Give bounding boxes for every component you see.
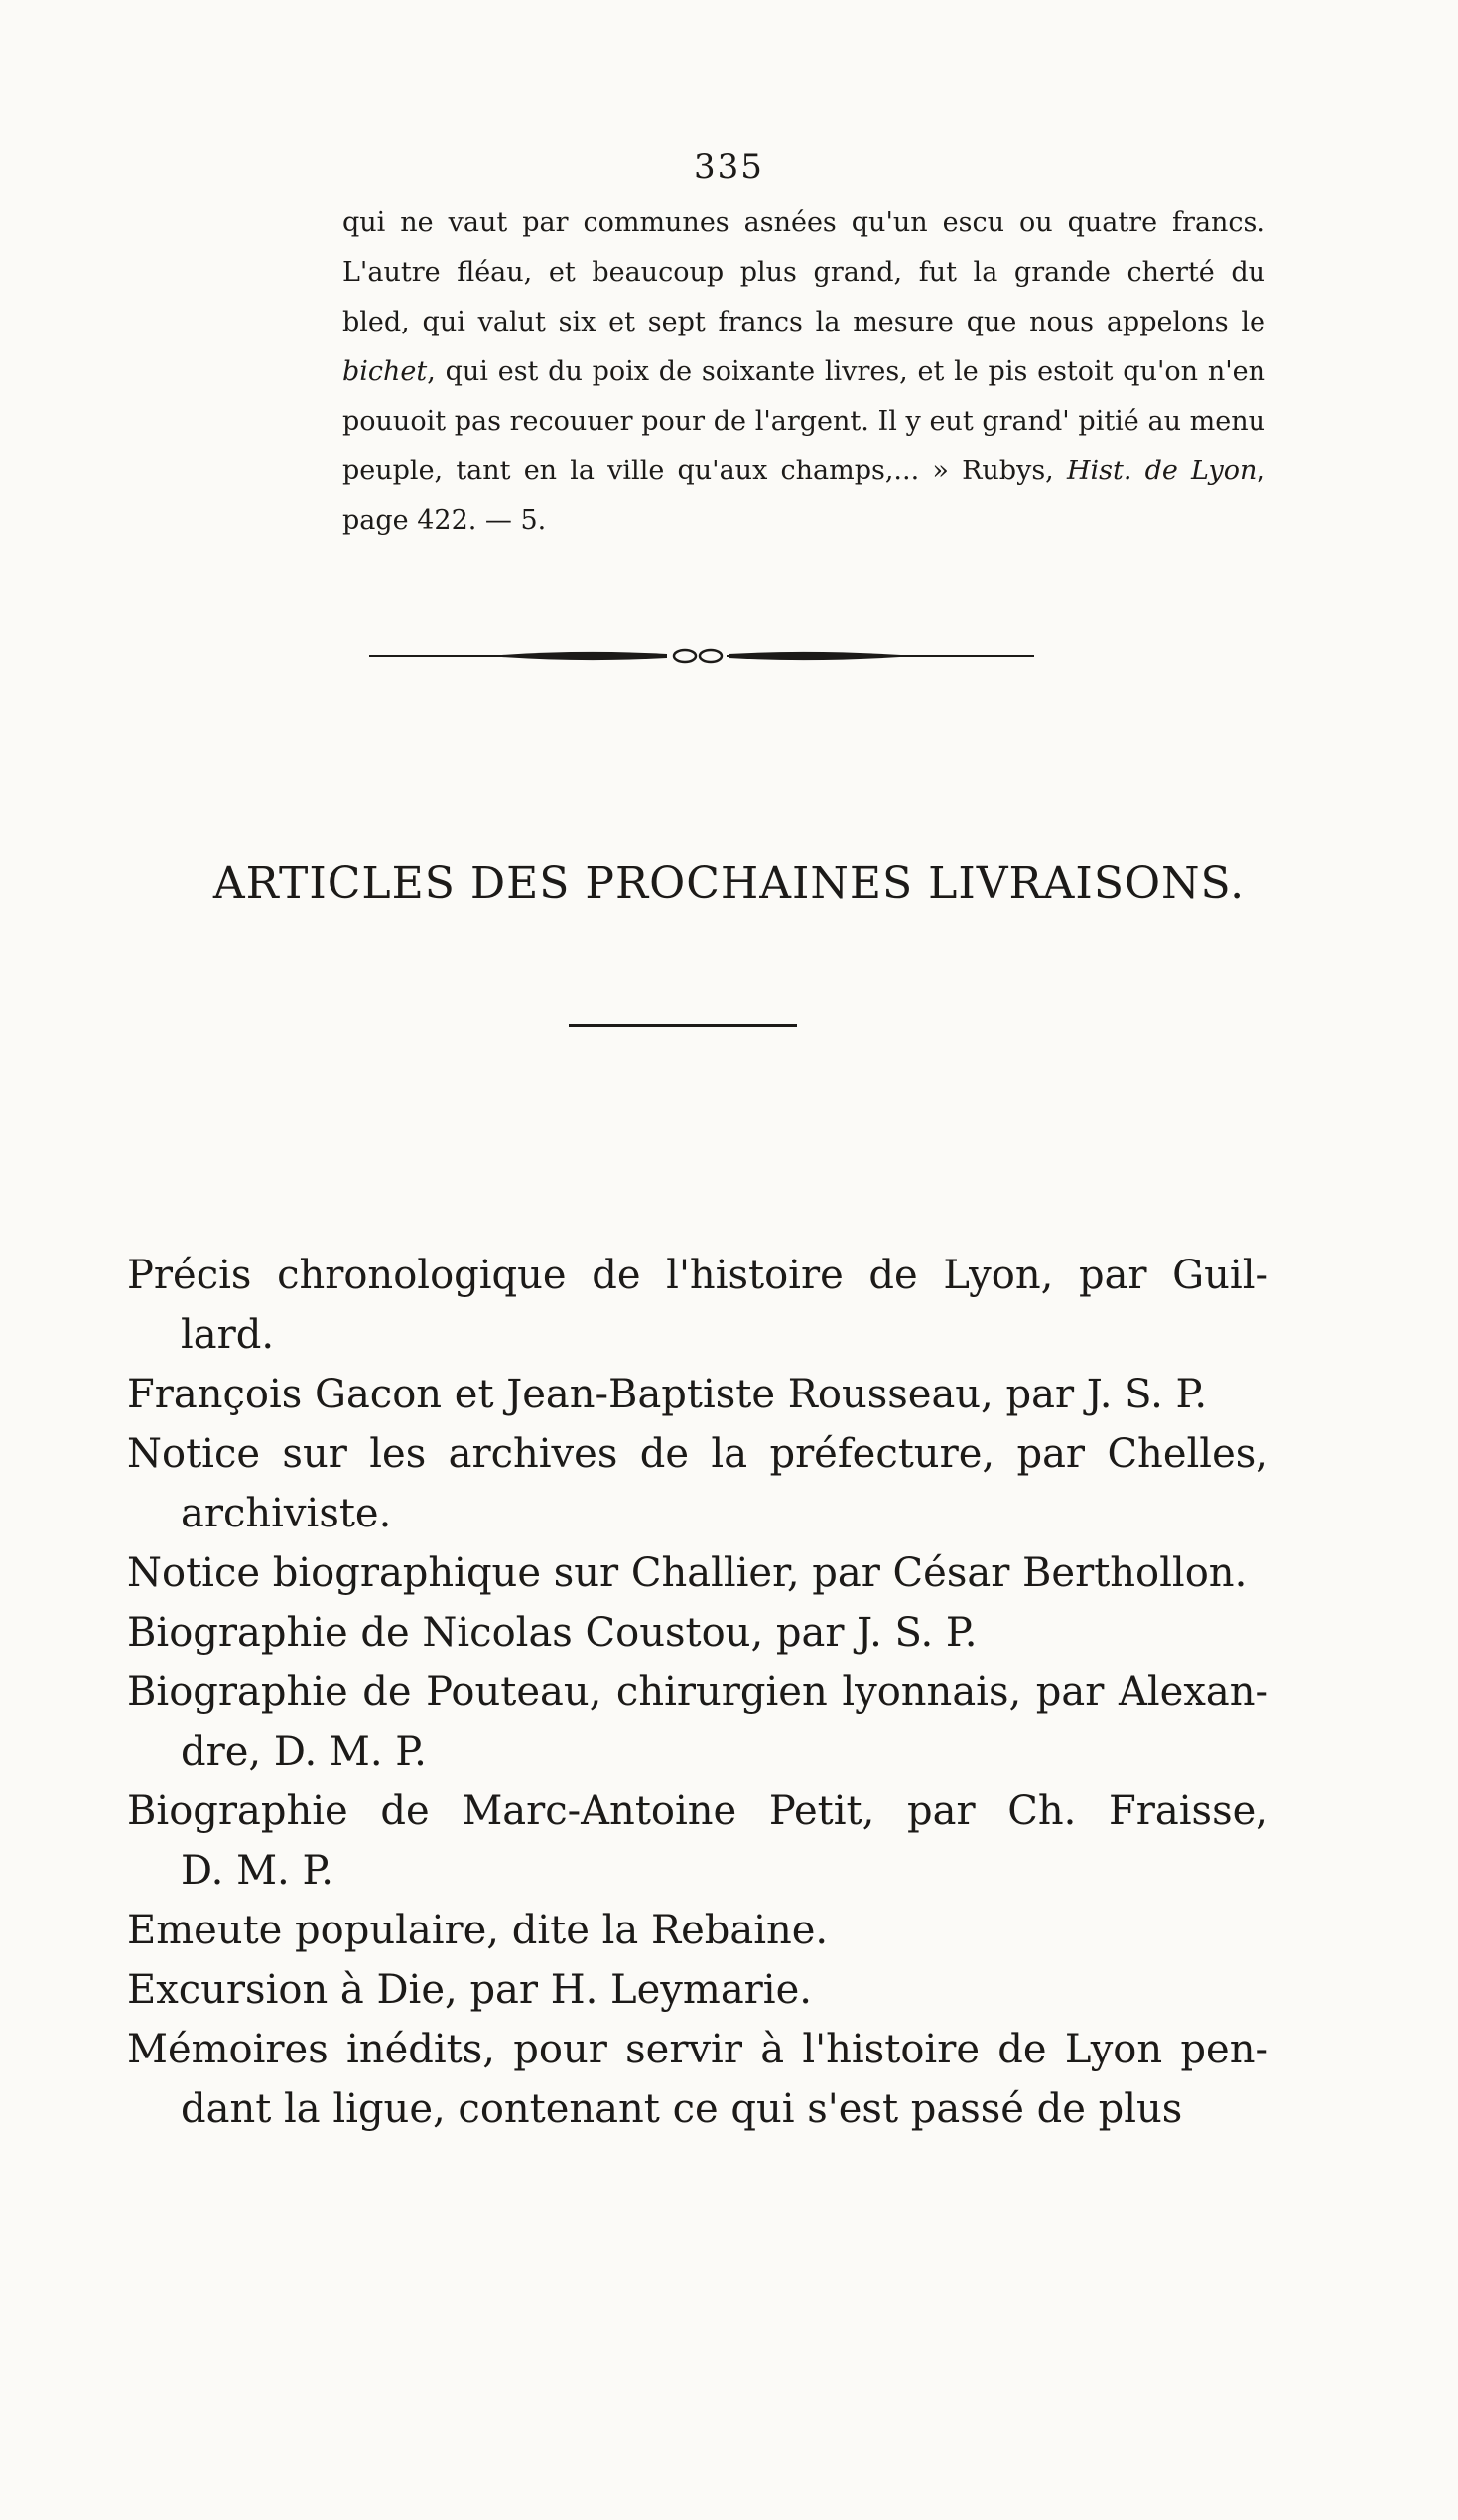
footnote-line: peuple, tant en la ville qu'aux champs,... » Rubys, Hist. de Lyon,: [342, 456, 1266, 486]
footnote-line: qui ne vaut par communes asnées qu'un escu ou quatre francs.: [342, 207, 1265, 238]
article-entry: [127, 1246, 1268, 1365]
article-line: Biographie de Pouteau, chirurgien lyonnais, par Alexan-: [127, 1669, 1268, 1715]
article-line: lard.: [181, 1312, 275, 1358]
article-entry: [127, 1543, 1268, 1603]
article-entry: [127, 1365, 1268, 1424]
footnote-line: bichet, qui est du poix de soixante livres, et le pis estoit qu'on n'en: [342, 356, 1265, 387]
section-heading: ARTICLES DES PROCHAINES LIVRAISONS.: [212, 859, 1246, 909]
article-line: Biographie de Nicolas Coustou, par J. S. P.: [127, 1610, 978, 1656]
article-line: Mémoires inédits, pour servir à l'histoire de Lyon pen-: [127, 2027, 1268, 2072]
article-entry: [127, 1424, 1268, 1543]
article-line: dre, D. M. P.: [181, 1729, 427, 1775]
article-entry: [127, 1901, 1268, 1960]
article-line: Emeute populaire, dite la Rebaine.: [127, 1908, 829, 1953]
footnote-text: [342, 199, 1265, 546]
heading-rule: [569, 1024, 797, 1027]
footnote-line: page 422. — 5.: [342, 505, 547, 536]
article-line: Précis chronologique de l'histoire de Lyon, par Guil-: [127, 1253, 1268, 1298]
article-entry: [127, 1782, 1268, 1901]
article-entry: [127, 1603, 1268, 1662]
article-entry: [127, 1960, 1268, 2020]
article-line: François Gacon et Jean-Baptiste Rousseau, par J. S. P.: [127, 1372, 1208, 1417]
article-entry: [127, 1662, 1268, 1782]
footnote-line: bled, qui valut six et sept francs la mesure que nous appelons le: [342, 307, 1265, 337]
article-entry: [127, 2020, 1268, 2139]
article-line: archiviste.: [181, 1491, 392, 1536]
ornamental-divider: [369, 645, 1034, 667]
article-line: Notice biographique sur Challier, par César Berthollon.: [127, 1550, 1248, 1596]
article-line: D. M. P.: [181, 1848, 333, 1894]
article-line: Excursion à Die, par H. Leymarie.: [127, 1967, 812, 2013]
footnote-line: L'autre fléau, et beaucoup plus grand, fut la grande cherté du: [342, 257, 1265, 288]
footnote-line: pouuoit pas recouuer pour de l'argent. Il y eut grand' pitié au menu: [342, 406, 1265, 437]
article-line: Biographie de Marc-Antoine Petit, par Ch. Fraisse,: [127, 1789, 1268, 1834]
article-line: Notice sur les archives de la préfecture, par Chelles,: [127, 1431, 1268, 1477]
articles-list: [127, 1246, 1268, 2139]
page-number: 335: [694, 147, 764, 187]
article-line: dant la ligue, contenant ce qui s'est passé de plus: [181, 2086, 1183, 2132]
